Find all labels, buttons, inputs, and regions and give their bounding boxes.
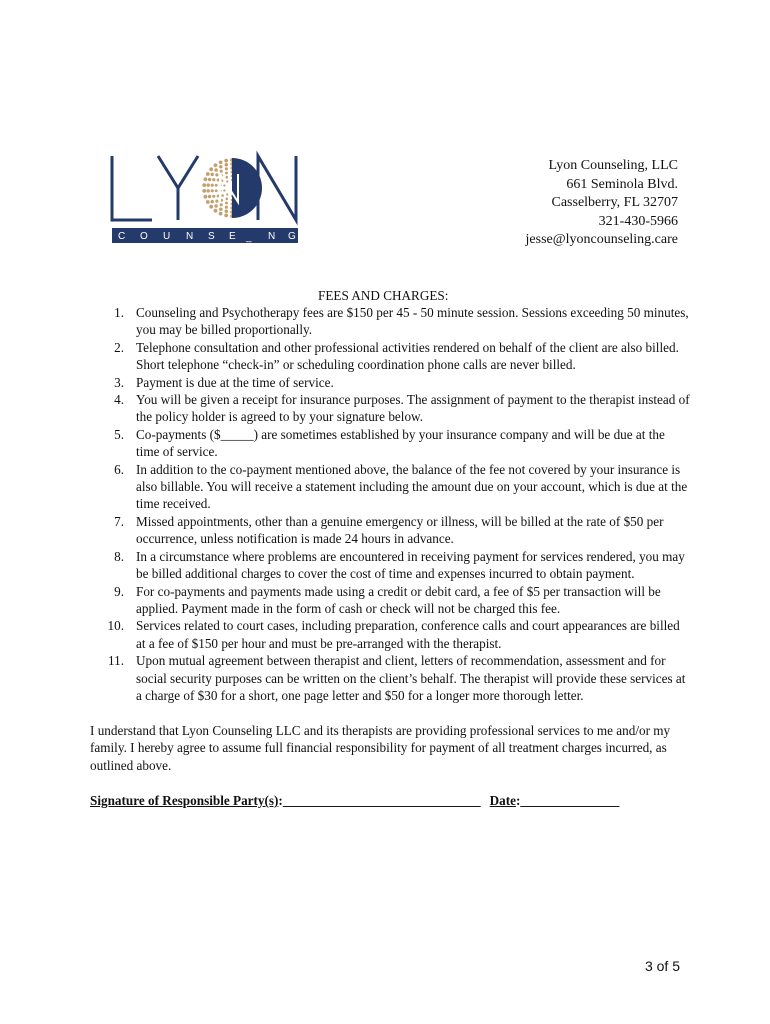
fees-list — [90, 304, 690, 704]
company-address — [526, 157, 678, 250]
logo-dot — [209, 167, 213, 171]
logo-dot — [206, 183, 210, 187]
logo-dot — [225, 167, 228, 170]
item-number: 8. — [114, 548, 124, 564]
phone-number: 321-430-5966 — [598, 213, 678, 229]
item-text: Counseling and Psychotherapy fees are $150 per 45 - 50 minute session. Sessions exceeding 50 minutes, you may be billed proportionally. — [136, 305, 689, 338]
item-text: Co-payments ($_____) are sometimes established by your insurance company and will be due at the time of service. — [136, 426, 665, 460]
logo-dot — [206, 200, 210, 204]
logo-dot — [209, 205, 213, 209]
logo-dot — [206, 189, 210, 193]
logo-dot — [206, 172, 210, 176]
logo-dot — [226, 176, 229, 179]
fee-item-10 — [90, 617, 690, 652]
logo-dot — [223, 184, 225, 186]
fee-item-1 — [90, 304, 690, 339]
item-text: Upon mutual agreement between therapist and client, letters of recommendation, assessment and for social security purposes can be written on the client’s behalf. The therapist will provide these services at a charge of $30 for a short, one page letter and $50 for a longer more thorough letter. — [136, 653, 686, 703]
logo-dot — [204, 177, 208, 181]
logo-dot — [208, 178, 212, 182]
logo-dot — [215, 189, 218, 192]
logo-dot — [226, 198, 229, 201]
company-logo — [108, 150, 304, 246]
logo-dot — [211, 189, 214, 192]
logo-letter-l — [112, 156, 152, 220]
logo-dot — [214, 168, 218, 172]
logo-dot — [212, 178, 215, 181]
logo-dot — [226, 193, 228, 195]
logo-dot — [225, 163, 229, 167]
city-state-zip: Casselberry, FL 32707 — [551, 195, 678, 211]
logo-dot — [215, 184, 218, 187]
logo-dot — [210, 200, 214, 204]
svg-text:G: G — [288, 231, 296, 242]
item-number: 10. — [107, 618, 124, 634]
logo-dot — [225, 172, 228, 175]
item-text: For co-payments and payments made using a credit or debit card, a fee of $5 per transaction will be applied. Payment made in the form of cash or check will not be charged this fee. — [136, 583, 661, 616]
lyon-counseling-logo — [108, 150, 304, 246]
logo-dot — [214, 209, 218, 213]
item-number: 9. — [114, 583, 124, 599]
signature-label: Signature of Responsible Party(s) — [90, 793, 279, 808]
fee-item-4 — [90, 391, 690, 426]
logo-dot — [225, 206, 228, 209]
logo-dot — [223, 189, 225, 191]
logo-dot — [219, 161, 223, 165]
email-address: jesse@lyoncounseling.care — [525, 232, 678, 248]
item-text: Payment is due at the time of service. — [136, 374, 334, 390]
fee-item-11 — [90, 652, 690, 704]
item-number: 4. — [114, 392, 124, 408]
logo-dot — [215, 200, 218, 203]
logo-dot — [214, 204, 218, 208]
fee-item-8 — [90, 548, 690, 583]
logo-dot — [220, 203, 223, 206]
logo-dot — [210, 173, 214, 177]
fee-item-5 — [90, 426, 690, 461]
item-number: 5. — [114, 426, 124, 442]
date-label: Date — [489, 793, 517, 808]
svg-text:N: N — [268, 231, 276, 242]
svg-text:O: O — [140, 231, 148, 242]
item-text: Missed appointments, other than a genuine emergency or illness, will be billed at the rate of $50 per occurrence, unless notification is made 24 hours in advance. — [136, 513, 664, 547]
item-number: 2. — [114, 339, 124, 355]
logo-dot — [202, 189, 206, 193]
logo-letter-n — [258, 156, 296, 220]
fee-item-7 — [90, 513, 690, 548]
fee-item-3 — [90, 374, 690, 391]
logo-dot — [219, 165, 223, 169]
item-text: In a circumstance where problems are encountered in receiving payment for services rendered, you may be billed additional charges to cover the cost of time and expenses incurred to obtain payment. — [136, 548, 685, 582]
item-number: 7. — [114, 513, 124, 529]
logo-dot — [221, 194, 224, 197]
signature-line — [90, 792, 619, 809]
svg-text:_: _ — [246, 232, 252, 243]
item-text: You will be given a receipt for insurance purposes. The assignment of payment to the therapist instead of the policy holder is agreed to by your signature below. — [136, 392, 690, 425]
item-text: In addition to the co-payment mentioned above, the balance of the fee not covered by your insurance is also billable. You will receive a statement including the amount due on your account, which is due at the time received. — [136, 461, 688, 512]
svg-text:E: E — [229, 231, 236, 242]
item-number: 1. — [114, 305, 124, 320]
logo-dot — [225, 210, 229, 214]
agreement-statement: I understand that Lyon Counseling LLC and its therapists are providing professional services to me and/or my family. I hereby agree to assume full financial responsibility for payment of all treatment charges incurred, as outlined above. — [90, 723, 671, 773]
logo-dot — [224, 214, 228, 218]
page-number: 3 of 5 — [644, 958, 680, 974]
logo-dot — [215, 173, 218, 176]
logo-dot — [224, 159, 228, 163]
section-heading: FEES AND CHARGES: — [318, 288, 449, 303]
logo-dot — [208, 195, 212, 199]
item-number: 3. — [114, 374, 124, 390]
fee-item-6 — [90, 461, 690, 513]
logo-dot — [212, 195, 215, 198]
logo-dot — [214, 163, 218, 167]
fee-item-9 — [90, 583, 690, 618]
logo-dot — [204, 195, 208, 199]
street-address: 661 Seminola Blvd. — [566, 176, 678, 192]
item-number: 6. — [114, 461, 124, 477]
svg-text:N: N — [186, 231, 194, 242]
logo-dot — [219, 212, 223, 216]
svg-text:C: C — [118, 231, 126, 242]
logo-dot — [219, 208, 223, 212]
company-name: Lyon Counseling, LLC — [548, 158, 678, 173]
item-number: 11. — [108, 653, 124, 669]
svg-text:S: S — [208, 231, 215, 242]
svg-text:U: U — [163, 231, 171, 242]
signature-field[interactable]: :______________________________ — [278, 793, 481, 808]
date-field[interactable]: :_______________ — [516, 793, 620, 808]
item-text: Services related to court cases, including preparation, conference calls and court appearances are billed at a fee of $150 per hour and must be pre-arranged with the therapist. — [136, 618, 680, 651]
logo-letter-y — [158, 156, 198, 220]
fee-item-2 — [90, 339, 690, 374]
logo-dot — [211, 184, 214, 187]
item-text: Telephone consultation and other professional activities rendered on behalf of the client are also billed. Short telephone “check-in” or scheduling coordination phone calls are never billed. — [136, 339, 679, 373]
logo-dot — [225, 202, 228, 205]
logo-dot — [202, 183, 206, 187]
